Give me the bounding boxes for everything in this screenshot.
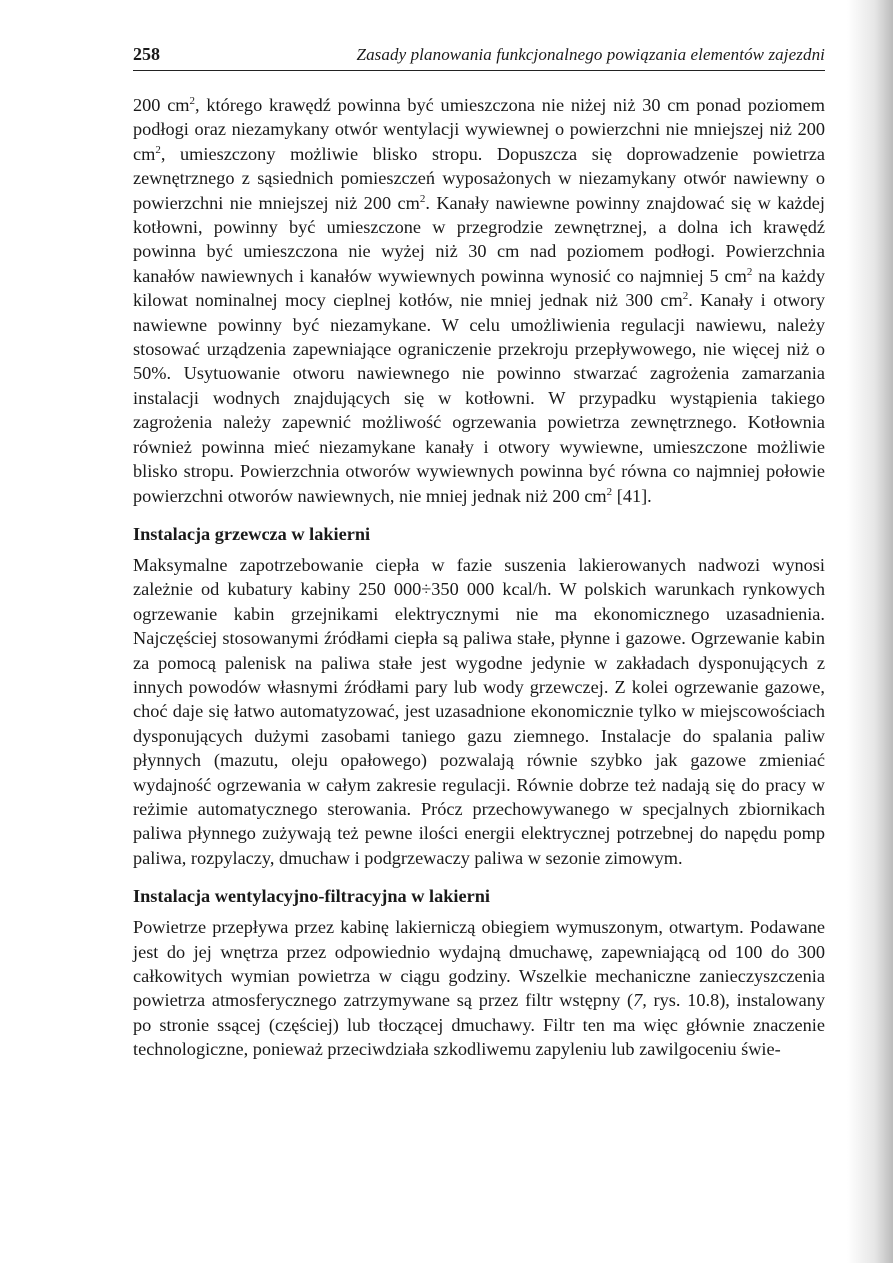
section-heading-ventilation-filtration: Instalacja wentylacyjno-filtracyjna w lakierni [133,886,490,907]
superscript: 2 [189,94,196,107]
paragraph-heating: Maksymalne zapotrzebowanie ciepła w fazie suszenia lakierowanych nadwozi wynosi zależnie od kubatury kabiny 250 000÷350 000 kcal/h. W polskich warunkach rynkowych ogrzewanie kabin grzejnikami elektrycznymi nie ma ekonomicznego uzasadnienia. Najczęściej stosowanymi źródłami ciepła są paliwa stałe, płynne i gazowe. Ogrzewanie kabin za pomocą palenisk na paliwa stałe jest wygodne jedynie w zakładach dysponujących z innych powodów własnymi źródłami pary lub wody grzewczej. Z kolei ogrzewanie gazowe, choć daje się łatwo automatyzować, jest uzasadnione ekonomicznie tylko w miejscowościach dysponujących dużymi zasobami taniego gazu ziemnego. Instalacje do spalania paliw płynnych (mazutu, oleju opałowego) pozwalają równie szybko jak gazowe zmieniać wydajność ogrzewania w całym zakresie regulacji. Równie dobrze też nadają się do pracy w reżimie automatycznego sterowania. Prócz przechowywanego w specjalnych zbiornikach paliwa płynnego zużywają też pewne ilości energii elektrycznej potrzebnej do napędu pomp paliwa, rozpylaczy, dmuchaw i podgrzewaczy paliwa w sezonie zimowym. [133,554,825,868]
text-run: , którego krawędź powinna być umieszczona nie niżej niż 30 cm ponad poziomem podłogi oraz niezamykany otwór wentylacji wywiewnej o powierzchni nie mniejszej niż 200 cm [133,95,825,164]
text-run: Powietrze przepływa przez kabinę lakierniczą obiegiem wymuszonym, otwartym. Podawane jest do jej wnętrza przez odpowiednio wydajną dmuchawę, zapewniającą od 100 do 300 całkowitych wymian powietrza w ciągu godziny. Wszelkie mechaniczne zanieczyszczenia powietrza atmosferycznego zatrzymywane są przez filtr wstępny ( [133,917,825,1011]
paragraph-ventilation [133,93,825,508]
text-run: 200 cm [133,95,190,115]
figure-reference: 7, [633,990,647,1011]
text-run: . Kanały nawiewne powinny znajdować się w każdej kotłowni, powinny być umieszczone w przegrodzie zewnętrznej, a dolna ich krawędź powinna być umieszczona nie wyżej niż 30 cm nad poziomem podłogi. Powierzchnia kanałów nawiewnych i kanałów wywiewnych powinna wynosić co najmniej 5 cm [133,192,825,286]
page-header [133,44,825,71]
superscript: 2 [419,192,426,205]
superscript: 2 [682,290,689,303]
superscript: 2 [155,143,161,156]
text-run: , umieszczony możliwie blisko stropu. Dopuszcza się doprowadzenie powietrza zewnętrznego z sąsiednich pomieszczeń wyposażonych w niezamykany otwór nawiewny o powierzchni nie mniejszej niż 200 cm [133,143,825,213]
running-title: Zasady planowania funkcjonalnego powiązania elementów zajezdni [356,45,825,64]
superscript: 2 [606,485,613,498]
superscript: 2 [746,265,753,278]
text-run: na każdy kilowat nominalnej mocy cieplnej kotłów, nie mniej jednak niż 300 cm [133,265,825,311]
page-edge-shadow [847,0,893,1263]
text-run: rys. 10.8), instalowany po stronie ssącej (częściej) lub tłoczącej dmuchawy. Filtr ten ma więc głównie znaczenie technologiczne, ponieważ przeciwdziała szkodliwemu zapyleniu lub zawilgoceniu świe- [133,990,825,1060]
paragraph-ventilation-filtration [133,915,825,1061]
text-run: [41]. [612,485,652,506]
text-run: . Kanały i otwory nawiewne powinny być niezamykane. W celu umożliwienia regulacji nawiewu, należy stosować urządzenia zapewniające ograniczenie przekroju przepływowego, nie więcej niż o 50%. Usytuowanie otworu nawiewnego nie powinno stwarzać zagrożenia zamarzania instalacji wodnych znajdujących się w kotłowni. W przypadku wystąpienia takiego zagrożenia należy zapewnić możliwość ogrzewania powietrza zewnętrznego. Kotłownia również powinna mieć niezamykane kanały i otwory wywiewne, umieszczone możliwie blisko stropu. Powierzchnia otworów wywiewnych powinna być równa co najmniej połowie powierzchni otworów nawiewnych, nie mniej jednak niż 200 cm [133,290,825,506]
section-heading-heating: Instalacja grzewcza w lakierni [133,523,371,544]
book-page [133,44,825,1062]
page-number: 258 [133,44,160,64]
